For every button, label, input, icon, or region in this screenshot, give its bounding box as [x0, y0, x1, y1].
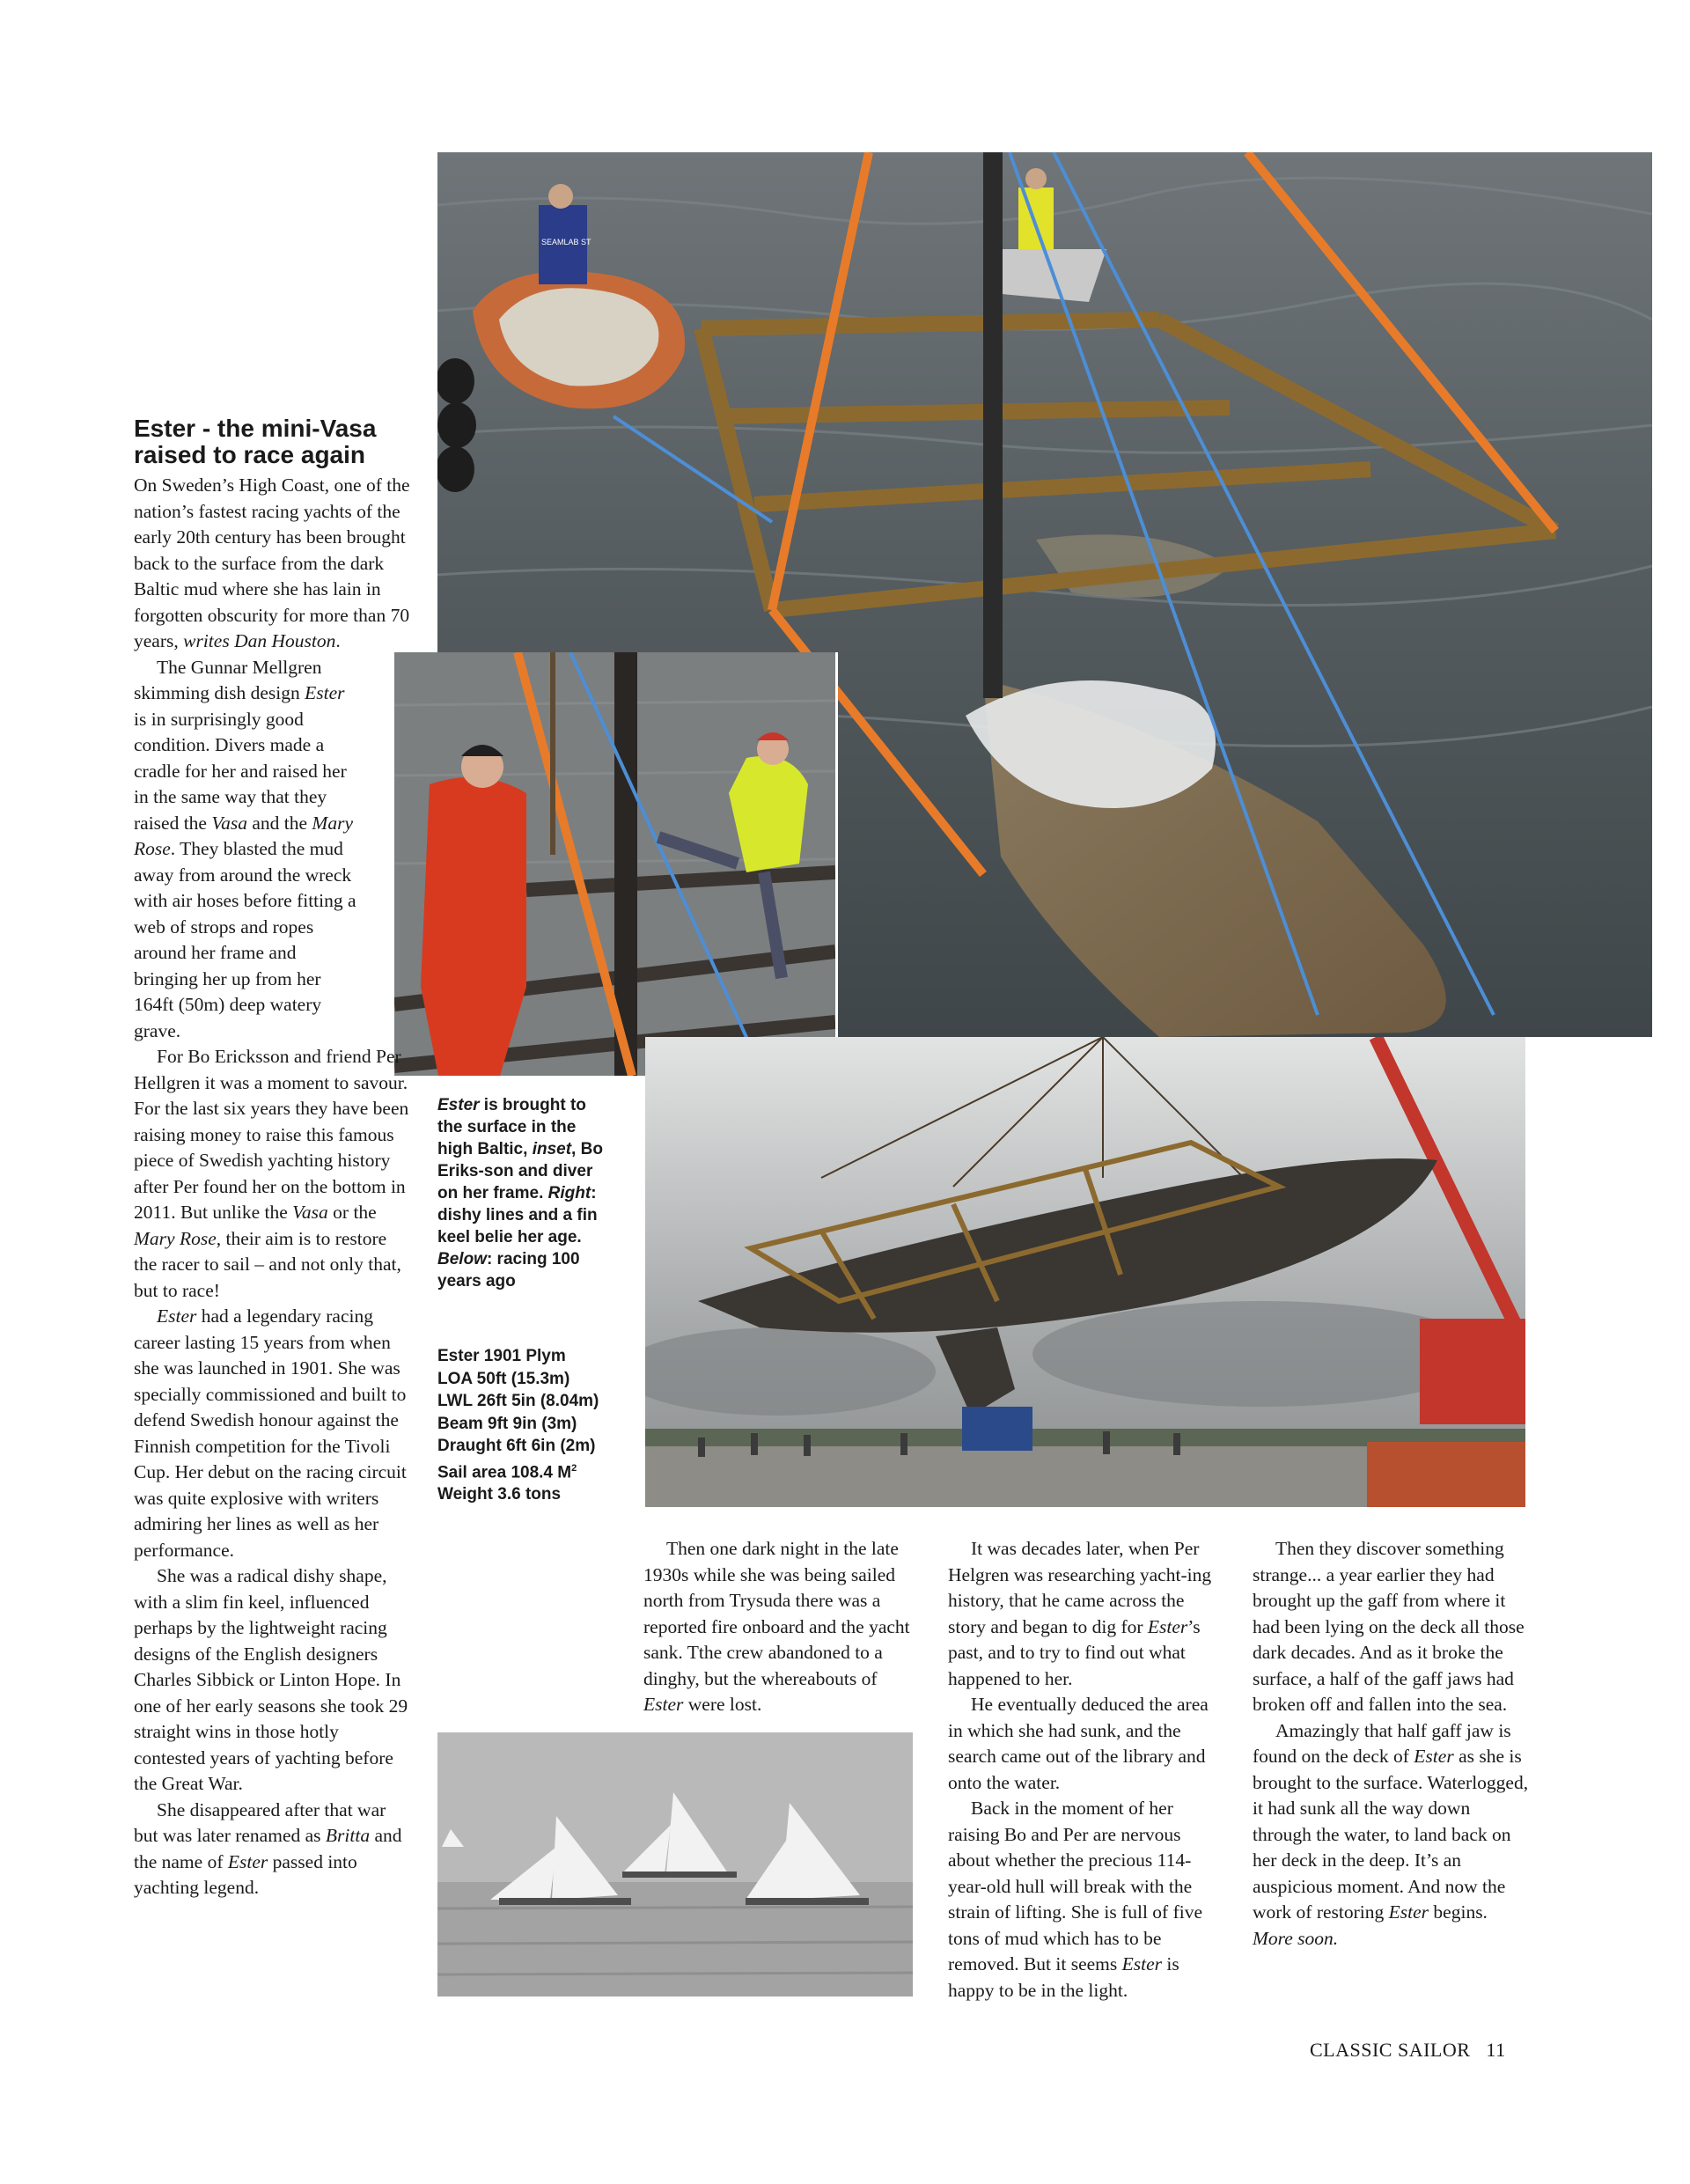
paragraph-12: Amazingly that half gaff jaw is found on the deck of Ester as she is brought to the surface. Waterlogged, it had sunk all the way down through the water, to land back on her deck in the deep. It’s an auspicious moment. And now the work of restoring Ester begins.	[1253, 1719, 1529, 1923]
paragraph-5: She was a radical dishy shape, with a slim fin keel, influenced perhaps by the lightweight racing designs of the English designers Charles Sibbick or Linton Hope. In one of her early seasons she took 29 straight wins in those hotly contested years of yachting before the Great War.	[134, 1565, 408, 1794]
paragraph-intro: On Sweden’s High Coast, one of the nation’s fastest racing yachts of the early 20th century has been brought back to the surface from the dark Baltic mud where she has lain in forgotten obscurity for more than 70 years, writes Dan Houston.	[134, 474, 410, 651]
paragraph-9: He eventually deduced the area in which she had sunk, and the search came out of the library and onto the water.	[948, 1694, 1209, 1793]
spec-weight: Weight 3.6 tons	[437, 1485, 562, 1504]
column-5	[1253, 1536, 1530, 1952]
byline: writes Dan Houston	[183, 630, 336, 651]
page-folio	[1310, 2039, 1506, 2062]
headline-line-1: Ester - the mini-Vasa	[134, 415, 377, 442]
page-number: 11	[1486, 2039, 1506, 2061]
photo-historic-racing	[437, 1732, 913, 1996]
photo-crane-lift-art	[645, 1037, 1525, 1507]
photo-caption: Ester is brought to the surface in the high Baltic, inset, Bo Eriks-son and diver on her frame. Right: dishy lines and a fin keel belie her age. Below: racing 100 years ago	[437, 1096, 603, 1291]
photo-inset-crew	[394, 652, 838, 1078]
paragraph-3: For Bo Ericksson and friend Per Hellgren it was a moment to savour. For the last six years they have been raising money to raise this famous piece of Swedish yachting history after Per found her on the bottom in 2011. But unlike the Vasa or the Mary Rose, their aim is to restore the racer to sail – and not only that, but to race!	[134, 1046, 409, 1301]
paragraph-4: Ester had a legendary racing career lasting 15 years from when she was launched in 1901. She was specially commissioned and built to defend Swedish honour against the Finnish competition for the Tivoli Cup. Her debut on the racing circuit was quite explosive with writers admiring her lines as well as her performance.	[134, 1305, 407, 1561]
paragraph-7: Then one dark night in the late 1930s while she was being sailed north from Trysuda there was a reported fire onboard and the yacht sank. Tthe crew abandoned to a dinghy, but the whereabouts of Ester were lost.	[643, 1538, 910, 1715]
spec-lwl: LWL 26ft 5in (8.04m)	[437, 1392, 599, 1410]
paragraph-6: She disappeared after that war but was later renamed as Britta and the name of Ester passed into yachting legend.	[134, 1798, 402, 1898]
spec-sail-area: Sail area 108.4 $M^2$	[437, 1462, 577, 1482]
paragraph-10: Back in the moment of her raising Bo and Per are nervous about whether the precious 114-year-old hull will break with the strain of lifting. She is full of five tons of mud which has to be removed. But it seems Ester is happy to be in the light.	[948, 1798, 1203, 2001]
spec-name: Ester 1901 Plym	[437, 1347, 566, 1365]
photo-inset-crew-art	[394, 652, 835, 1076]
more-soon: More soon.	[1253, 1927, 1339, 1949]
paragraph-2: The Gunnar Mellgren skimming dish design Ester is in surprisingly good condition. Divers made a cradle for her and raised her in the same way that they raised the Vasa and the Mary Rose. They blasted the mud away from around the wreck with air hoses before fitting a web of strops and ropes around her frame and bringing her up from her 164ft (50m) deep watery grave.	[134, 656, 356, 1041]
paragraph-11: Then they discover something strange... a year earlier they had brought up the gaff from where it had been lying on the deck all those dark decades. And as it broke the surface, a half of the gaff jaws had broken off and fallen into the sea.	[1253, 1538, 1525, 1715]
spec-loa: LOA 50ft (15.3m)	[437, 1369, 570, 1388]
paragraph-8: It was decades later, when Per Helgren was researching yacht-ing history, that he came across the story and began to dig for Ester’s past, and to try to find out what happened to her.	[948, 1538, 1212, 1689]
photo-historic-racing-art	[437, 1732, 913, 1996]
yacht-specs	[437, 1345, 614, 1506]
magazine-name: CLASSIC SAILOR	[1310, 2039, 1471, 2061]
column-1	[134, 473, 411, 1901]
spec-beam: Beam 9ft 9in (3m)	[437, 1414, 577, 1433]
spec-draught: Draught 6ft 6in (2m)	[437, 1437, 596, 1455]
headline-line-2: raised to race again	[134, 441, 366, 468]
column-3	[643, 1536, 916, 1718]
article-headline	[134, 415, 415, 468]
crew-jacket-text: SEAMLAB ST	[541, 238, 592, 246]
column-4	[948, 1536, 1226, 2004]
photo-crane-lift	[645, 1037, 1525, 1507]
